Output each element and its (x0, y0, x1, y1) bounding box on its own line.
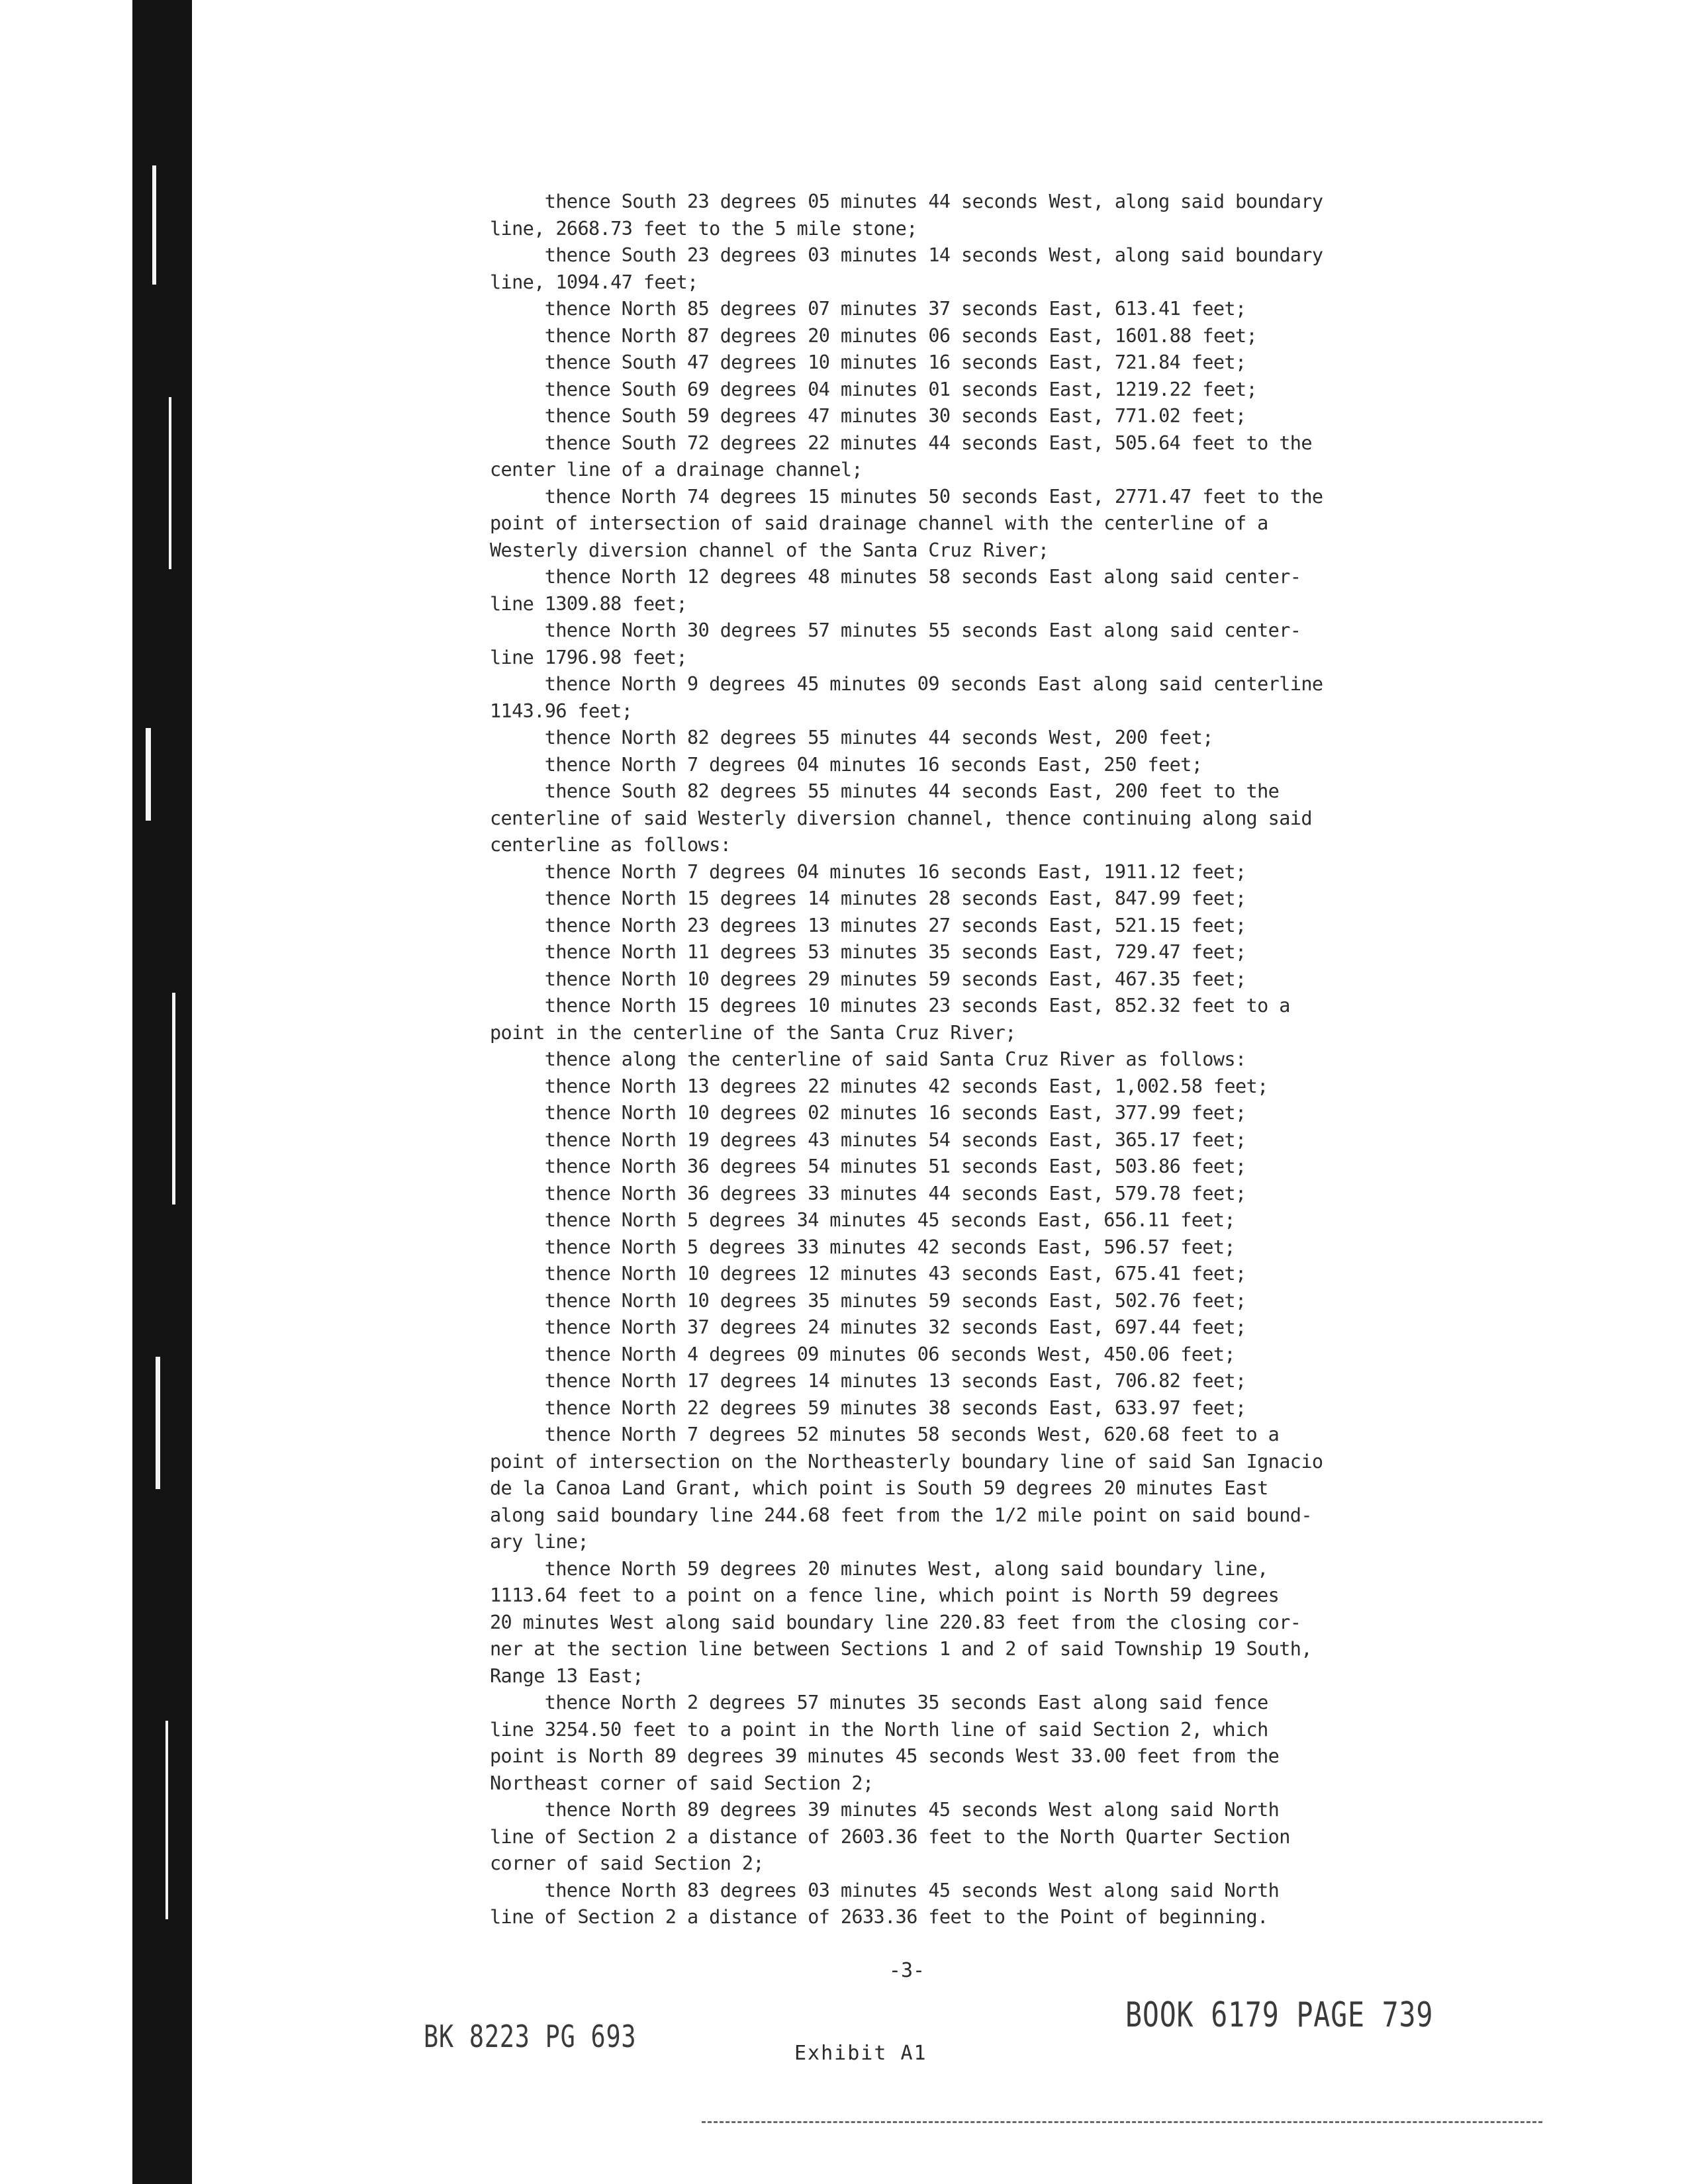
text-line: thence North 19 degrees 43 minutes 54 seconds East, 365.17 feet; (490, 1128, 1246, 1151)
text-line: point of intersection on the Northeasterly boundary line of said San Ignacio (490, 1450, 1323, 1473)
text-line: 20 minutes West along said boundary line 220.83 feet from the closing cor- (490, 1611, 1301, 1633)
text-line: thence South 82 degrees 55 minutes 44 seconds East, 200 feet to the (490, 780, 1280, 802)
text-line: thence North 7 degrees 04 minutes 16 seconds East, 1911.12 feet; (490, 860, 1246, 883)
text-line: thence North 2 degrees 57 minutes 35 seconds East along said fence (490, 1692, 1268, 1713)
text-line: along said boundary line 244.68 feet from the 1/2 mile point on said bound- (490, 1504, 1312, 1526)
text-line: line 3254.50 feet to a point in the North line of said Section 2, which (490, 1718, 1268, 1741)
text-line: thence North 85 degrees 07 minutes 37 seconds East, 613.41 feet; (490, 298, 1246, 320)
text-line: thence North 83 degrees 03 minutes 45 seconds West along said North (490, 1879, 1280, 1901)
text-line: 1143.96 feet; (490, 700, 633, 722)
text-line: point is North 89 degrees 39 minutes 45 seconds West 33.00 feet from the (490, 1745, 1280, 1767)
text-line: thence North 59 degrees 20 minutes West, along said boundary line, (490, 1557, 1268, 1580)
scanned-binding-edge (132, 0, 192, 2184)
text-line: thence North 12 degrees 48 minutes 58 seconds East along said center- (490, 566, 1301, 588)
text-line: line, 2668.73 feet to the 5 mile stone; (490, 217, 917, 240)
text-line: thence South 23 degrees 05 minutes 44 seconds West, along said boundary (490, 191, 1323, 212)
text-line: point in the centerline of the Santa Cruz River; (490, 1021, 1016, 1044)
text-line: point of intersection of said drainage channel with the centerline of a (490, 512, 1268, 534)
text-line: thence North 87 degrees 20 minutes 06 seconds East, 1601.88 feet; (490, 324, 1258, 347)
text-line: thence along the centerline of said Santa Cruz River as follows: (490, 1048, 1246, 1070)
text-line: thence North 5 degrees 33 minutes 42 seconds East, 596.57 feet; (490, 1236, 1235, 1258)
text-line: center line of a drainage channel; (490, 459, 863, 480)
text-line: thence North 17 degrees 14 minutes 13 seconds East, 706.82 feet; (490, 1370, 1246, 1392)
text-line: thence North 30 degrees 57 minutes 55 seconds East along said center- (490, 619, 1301, 641)
text-line: thence North 9 degrees 45 minutes 09 seconds East along said centerline (490, 673, 1323, 695)
text-line: thence South 72 degrees 22 minutes 44 seconds East, 505.64 feet to the (490, 432, 1312, 454)
text-line: line of Section 2 a distance of 2603.36 feet to the North Quarter Section (490, 1825, 1290, 1848)
text-line: thence North 11 degrees 53 minutes 35 seconds East, 729.47 feet; (490, 941, 1246, 963)
text-line: thence North 10 degrees 29 minutes 59 seconds East, 467.35 feet; (490, 968, 1246, 990)
bottom-scan-rule (702, 2121, 1542, 2123)
text-line: line of Section 2 a distance of 2633.36 feet to the Point of beginning. (490, 1906, 1268, 1928)
text-line: thence North 74 degrees 15 minutes 50 seconds East, 2771.47 feet to the (490, 485, 1323, 508)
text-line: corner of said Section 2; (490, 1852, 764, 1874)
text-line: thence North 37 degrees 24 minutes 32 seconds East, 697.44 feet; (490, 1316, 1246, 1338)
text-line: thence North 5 degrees 34 minutes 45 seconds East, 656.11 feet; (490, 1209, 1235, 1231)
text-line: thence North 7 degrees 52 minutes 58 seconds West, 620.68 feet to a (490, 1424, 1280, 1445)
text-line: thence North 36 degrees 33 minutes 44 seconds East, 579.78 feet; (490, 1182, 1246, 1205)
text-line: line 1796.98 feet; (490, 646, 688, 668)
text-line: thence North 89 degrees 39 minutes 45 seconds West along said North (490, 1799, 1280, 1821)
text-line: Range 13 East; (490, 1664, 643, 1687)
text-line: ary line; (490, 1531, 589, 1553)
recording-stamp-left: BK 8223 PG 693 (424, 2019, 637, 2054)
text-line: thence North 4 degrees 09 minutes 06 seconds West, 450.06 feet; (490, 1343, 1235, 1365)
text-line: ner at the section line between Sections 1 and 2 of said Township 19 South, (490, 1638, 1312, 1660)
text-line: de la Canoa Land Grant, which point is South 59 degrees 20 minutes East (490, 1477, 1268, 1499)
text-line: thence South 23 degrees 03 minutes 14 seconds West, along said boundary (490, 244, 1323, 266)
text-line: thence North 15 degrees 10 minutes 23 seconds East, 852.32 feet to a (490, 995, 1290, 1017)
recording-stamp-right: BOOK 6179 PAGE 739 (1125, 1995, 1434, 2035)
text-line: Westerly diversion channel of the Santa Cruz River; (490, 539, 1049, 561)
text-line: thence North 10 degrees 35 minutes 59 seconds East, 502.76 feet; (490, 1289, 1246, 1312)
text-line: thence North 7 degrees 04 minutes 16 seconds East, 250 feet; (490, 753, 1203, 776)
text-line: thence South 59 degrees 47 minutes 30 seconds East, 771.02 feet; (490, 405, 1246, 427)
text-line: thence South 47 degrees 10 minutes 16 seconds East, 721.84 feet; (490, 351, 1246, 373)
text-line: thence South 69 degrees 04 minutes 01 seconds East, 1219.22 feet; (490, 378, 1258, 400)
text-line: thence North 15 degrees 14 minutes 28 seconds East, 847.99 feet; (490, 887, 1246, 909)
text-line: thence North 10 degrees 12 minutes 43 seconds East, 675.41 feet; (490, 1263, 1246, 1285)
text-line: thence North 10 degrees 02 minutes 16 seconds East, 377.99 feet; (490, 1102, 1246, 1124)
text-line: line 1309.88 feet; (490, 592, 688, 615)
text-line: 1113.64 feet to a point on a fence line, which point is North 59 degrees (490, 1584, 1280, 1606)
text-line: line, 1094.47 feet; (490, 271, 698, 293)
text-line: thence North 13 degrees 22 minutes 42 seconds East, 1,002.58 feet; (490, 1075, 1268, 1097)
text-line: centerline as follows: (490, 834, 731, 856)
text-line: thence North 22 degrees 59 minutes 38 seconds East, 633.97 feet; (490, 1396, 1246, 1419)
text-line: Northeast corner of said Section 2; (490, 1772, 874, 1794)
legal-description-text (490, 189, 1536, 1931)
text-line: thence North 23 degrees 13 minutes 27 seconds East, 521.15 feet; (490, 914, 1246, 936)
page-number: -3- (888, 1959, 925, 1982)
text-line: thence North 82 degrees 55 minutes 44 seconds West, 200 feet; (490, 727, 1213, 749)
text-line: thence North 36 degrees 54 minutes 51 seconds East, 503.86 feet; (490, 1156, 1246, 1177)
exhibit-label: Exhibit A1 (794, 2042, 927, 2065)
text-line: centerline of said Westerly diversion channel, thence continuing along said (490, 807, 1312, 829)
